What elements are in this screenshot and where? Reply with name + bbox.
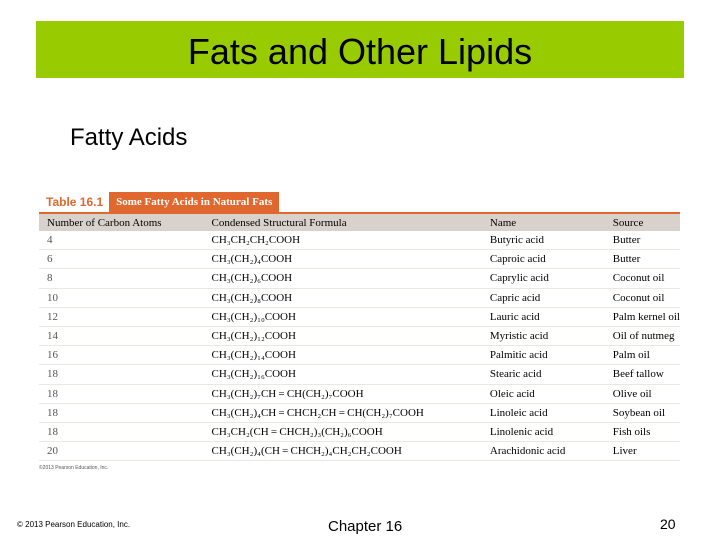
cell-carbons: 4	[39, 231, 204, 250]
cell-name: Lauric acid	[482, 307, 605, 326]
cell-source: Palm oil	[605, 346, 680, 365]
cell-name: Oleic acid	[482, 384, 605, 403]
cell-carbons: 20	[39, 442, 204, 461]
cell-source: Oil of nutmeg	[605, 326, 680, 345]
cell-carbons: 14	[39, 326, 204, 345]
cell-source: Liver	[605, 442, 680, 461]
cell-carbons: 12	[39, 307, 204, 326]
table-title: Some Fatty Acids in Natural Fats	[109, 192, 279, 212]
cell-name: Capric acid	[482, 288, 605, 307]
cell-formula: CH₃(CH₂)₄CH = CHCH₂CH = CH(CH₂)₇COOH	[204, 403, 482, 422]
cell-carbons: 18	[39, 384, 204, 403]
cell-source: Beef tallow	[605, 365, 680, 384]
cell-formula: CH₃(CH₂)₁₆COOH	[204, 365, 482, 384]
cell-formula: CH₃(CH₂)₈COOH	[204, 288, 482, 307]
cell-carbons: 10	[39, 288, 204, 307]
cell-carbons: 6	[39, 250, 204, 269]
cell-name: Palmitic acid	[482, 346, 605, 365]
cell-source: Fish oils	[605, 422, 680, 441]
table-row	[39, 442, 680, 461]
slide-subtitle: Fatty Acids	[70, 124, 188, 151]
cell-carbons: 18	[39, 422, 204, 441]
footer-copyright: © 2013 Pearson Education, Inc.	[17, 520, 131, 529]
fatty-acids-table	[39, 192, 680, 471]
header-formula: Condensed Structural Formula	[204, 213, 482, 231]
table-row	[39, 307, 680, 326]
header-source: Source	[605, 213, 680, 231]
cell-carbons: 8	[39, 269, 204, 288]
table-row	[39, 403, 680, 422]
cell-name: Stearic acid	[482, 365, 605, 384]
cell-formula: CH₃(CH₂)₇CH = CH(CH₂)₇COOH	[204, 384, 482, 403]
cell-name: Butyric acid	[482, 231, 605, 250]
cell-formula: CH₃(CH₂)₄(CH = CHCH₂)₄CH₂CH₂COOH	[204, 442, 482, 461]
cell-source: Soybean oil	[605, 403, 680, 422]
cell-carbons: 18	[39, 365, 204, 384]
cell-name: Caproic acid	[482, 250, 605, 269]
cell-formula: CH₃CH₂(CH = CHCH₂)₃(CH₂)₆COOH	[204, 422, 482, 441]
cell-carbons: 16	[39, 346, 204, 365]
table-row	[39, 422, 680, 441]
cell-formula: CH₃(CH₂)₁₂COOH	[204, 326, 482, 345]
header-carbon-atoms: Number of Carbon Atoms	[39, 213, 204, 231]
slide-title: Fats and Other Lipids	[187, 30, 533, 72]
cell-name: Caprylic acid	[482, 269, 605, 288]
cell-name: Arachidonic acid	[482, 442, 605, 461]
cell-formula: CH₃(CH₂)₄COOH	[204, 250, 482, 269]
cell-name: Linoleic acid	[482, 403, 605, 422]
table-row	[39, 269, 680, 288]
cell-formula: CH₃CH₂CH₂COOH	[204, 231, 482, 250]
cell-name: Myristic acid	[482, 326, 605, 345]
table-row	[39, 250, 680, 269]
data-table	[39, 212, 680, 461]
cell-formula: CH₃(CH₂)₁₀COOH	[204, 307, 482, 326]
title-bar	[36, 21, 684, 78]
table-number: Table 16.1	[46, 195, 104, 209]
page-number: 20	[660, 516, 676, 532]
cell-source: Olive oil	[605, 384, 680, 403]
cell-carbons: 18	[39, 403, 204, 422]
cell-name: Linolenic acid	[482, 422, 605, 441]
table-row	[39, 231, 680, 250]
table-copyright: ©2013 Pearson Education, Inc.	[39, 465, 109, 472]
table-header-row	[39, 213, 680, 231]
cell-source: Butter	[605, 250, 680, 269]
footer-chapter: Chapter 16	[328, 518, 403, 535]
cell-source: Palm kernel oil	[605, 307, 680, 326]
table-row	[39, 365, 680, 384]
table-row	[39, 326, 680, 345]
table-row	[39, 384, 680, 403]
cell-formula: CH₃(CH₂)₁₄COOH	[204, 346, 482, 365]
table-row	[39, 288, 680, 307]
header-name: Name	[482, 213, 605, 231]
cell-source: Coconut oil	[605, 269, 680, 288]
cell-source: Coconut oil	[605, 288, 680, 307]
cell-formula: CH₃(CH₂)₆COOH	[204, 269, 482, 288]
table-caption	[39, 192, 680, 212]
table-row	[39, 346, 680, 365]
cell-source: Butter	[605, 231, 680, 250]
